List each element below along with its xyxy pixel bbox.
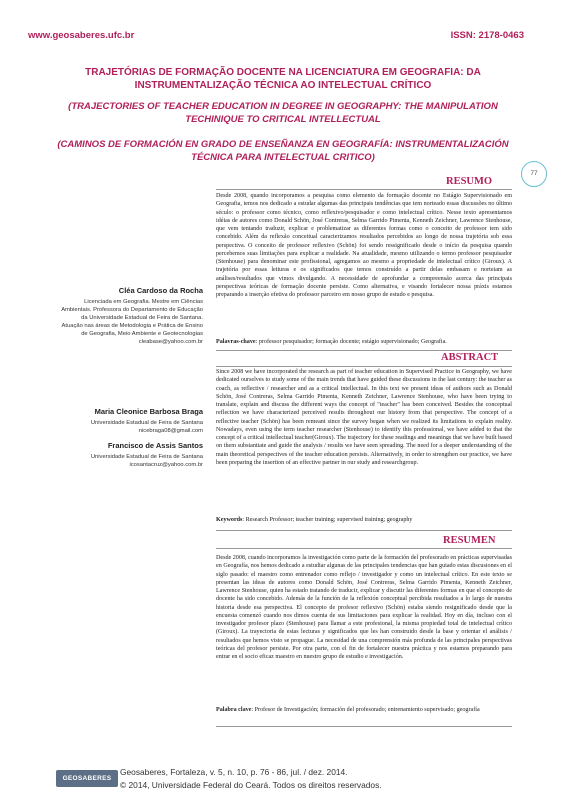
abstract-rule	[216, 366, 512, 367]
author-email-link[interactable]: cleabase@yahoo.com.br	[138, 339, 203, 345]
abstract-heading: ABSTRACT	[441, 352, 499, 363]
affiliation-line: Licenciada em Geografia. Mestre em Ciências	[84, 299, 203, 305]
abstract-keywords-label: Keywords	[216, 517, 243, 523]
title-english: (TRAJECTORIES OF TEACHER EDUCATION IN DEGREE IN GEOGRAPHY: THE MANIPULATION TECHINIQUE TO CRITICAL INTELLECTUAL	[68, 101, 498, 125]
affiliation-line: da Universidade Estadual de Feira de Santana.	[81, 315, 203, 321]
footer-citation: Geosaberes, Fortaleza, v. 5, n. 10, p. 76 - 86, jul. / dez. 2014.	[120, 767, 348, 777]
affiliation-line: Universidade Estadual de Feira de Santana	[90, 420, 203, 426]
title-spanish: (CAMINOS DE FORMACIÓN EN GRADO DE ENSEÑANZA EN GEOGRAFÍA: INSTRUMENTALIZACIÓN TÉCNICA PARA INTELECTUAL CRITICO)	[57, 139, 509, 163]
author-name: Maria Cleonice Barbosa Braga	[94, 407, 203, 416]
affiliation-line: Atuação nas áreas de Metodologia e Prática de Ensino	[61, 323, 203, 329]
resumen-top-rule	[216, 530, 512, 531]
abstract-top-rule	[216, 350, 512, 351]
resumen-heading: RESUMEN	[443, 535, 496, 546]
footer-copyright: © 2014, Universidade Federal do Ceará. Todos os direitos reservados.	[120, 780, 382, 790]
author-name: Cléa Cardoso da Rocha	[118, 286, 203, 295]
author-email-link[interactable]: icosantacruz@yahoo.com.br	[129, 462, 203, 468]
resumo-text: Desde 2008, quando incorporamos a pesquisa como elemento da formação docente no Estágio Supervisionado em Geografia, temos nos dedicado a estudar algumas das principais tendências que tem norteado essas discussões no último século: o professor como técnico, como reflexivo/pesquisador e como intelectual crítico. Nesse texto apresentamos idéias de autores como Donald Schön, José Contreras, Selma Garrido Pimenta, Kenneth Zeichner, Lawrence Stenhouse, que vem tentando traduzir, explicar e problematizar as diferentes formas como o conceito de professor tem sido concebido. Além da reflexão conceitual caracterizamos resultados percebidos ao longo de nossa trajetória sob essa perspectiva. O conceito de professor reflexivo (Schön) foi sendo ressignificado desde o início da pesquisa quando percebemos suas limitações para explicar a realidade. Na atualidade, mesmo utilizando o termo professor pesquisador (Stenhouse) para denominar este profissional, agregamos ao mesmo a propriedade de intelectual crítico (Giroux). A trajetória por essas leituras e os significados que temos construído a partir delas embasam e norteiam as análises/resultados que vimos divulgando. A necessidade de aprofundar a compreensão acerca das principais perspectivas teóricas de formação docente persiste. Como alternativa, e visando fortalecer nossa práxis estamos preparando a inserção efetiva do professor parceiro em nosso grupo de estudo e pesquisa.	[216, 193, 512, 298]
resumo-heading: RESUMO	[446, 176, 493, 187]
affiliation-line: Universidade Estadual de Feira de Santana	[90, 454, 203, 460]
author-affiliation	[8, 453, 203, 469]
resumo-keywords	[216, 338, 512, 346]
resumen-bottom-rule	[216, 726, 512, 727]
author-3	[8, 441, 203, 469]
resumen-text: Desde 2008, cuando incorporamos la investigación como parte de la formación del profesorado en prácticas supervisadas en Geografía, nos hemos dedicado a estudiar algunas de las principales tendencias que han guiado estas discusiones en el siglo pasado: el maestro como entrenador como reflejo / investigador y como un intelectual crítico. En este texto se presentan las ideas de autores como Donald Schön, José Contreras, Selma Garrido Pimenta, Kenneth Zeichner, Lawrence Stenhouse, quien ha estado tratando de traducir, explicar y discutir las diferentes formas en que el concepto de docente ha sido concebido. Además de la función de la reflexión conceptual percibida resultados a lo largo de nuestra historia desde esa perspectiva. El concepto de profesor reflexivo (Schön) estaba siendo resignificado desde que la encuesta comenzó cuando nos dimos cuenta de sus limitaciones para explicar la realidad. Hoy en día, incluso con el investigador profesor plazo (Stenhouse) para llamar a este profesional, la misma propiedad total de intelectual crítico (Giroux). La trayectoria de estas lecturas y significados que les han construido desde la base y orientar el análisis / resultados que hemos visto se propague. La necesidad de una comprensión más profunda de las principales perspectivas teóricas del profesor persiste. Por otra parte, con el fin de fortalecer nuestra práctica y nos estamos preparando para entrar en el socio eficaz maestro en nuestro grupo de estudio e investigación.	[216, 555, 512, 660]
abstract-keywords-text: : Research Professor; teacher training; supervised training; geography	[242, 517, 413, 523]
resumen-rule	[216, 548, 512, 549]
title-portuguese: TRAJETÓRIAS DE FORMAÇÃO DOCENTE NA LICENCIATURA EM GEOGRAFIA: DA INSTRUMENTALIZAÇÃO TÉCNICA AO INTELECTUAL CRÍTICO	[85, 67, 481, 91]
journal-url[interactable]: www.geosaberes.ufc.br	[28, 30, 135, 41]
resumo-keywords-label: Palavras-chave	[216, 339, 256, 345]
resumo-keywords-text: : professor pesquisador; formação docente; estágio supervisionado; Geografia.	[255, 339, 447, 345]
geosaberes-logo: GEOSABERES	[56, 770, 118, 787]
author-email-link[interactable]: nicebraga08@gmail.com	[138, 428, 203, 434]
author-1	[8, 286, 203, 346]
author-affiliation	[8, 298, 203, 346]
author-2	[8, 407, 203, 435]
resumen-keywords-label: Palabra clave	[216, 707, 252, 713]
author-name: Francisco de Assis Santos	[107, 441, 203, 450]
abstract-keywords	[216, 516, 512, 524]
affiliation-line: Ambientais. Professora do Departamento de Educação	[61, 307, 203, 313]
abstract-text: Since 2008 we have incorporated the research as part of teacher education in Supervised Practice in Geography, we have dedicated ourselves to study some of the main trends that have guided these discussions in the last century: the teacher as coach, as reflective / researcher and as a critical intellectual. In this text we present ideas of authors such as Donald Schön, José Contreras, Selma Garrido Pimenta, Kenneth Zeichner, Lawrence Stenhouse, who have been trying to translate, explain and discuss the different ways the concept of "teacher" has been conceived. Besides the conceptual reflection we have characterized perceived results throughout our history from that perspective. The concept of a reflective teacher (Schön) has been remeant since the survey began when we realized its limitations to explain reality. Nowadays, even using the term teacher researcher (Stenhouse) to identify this professional, we have added to that the concept of a critical intellectual teacher(Giroux). The trajectory for these readings and meanings that we have built based on them substantiate and guide the analysis / results we have seen spreading. The need for a deeper understanding of the main theoretical perspectives of the teacher education persists. Alternatively, in order to strengthen our practice, we have been preparing the insertion of an effective partner in our study and researchgroup.	[216, 369, 512, 466]
affiliation-line: de Geografia, Meio Ambiente e Geotecnologias	[81, 331, 203, 337]
resumen-keywords-text: : Profesor de Investigación; formación del profesorado; entrenamiento supervisado; geografía	[251, 707, 480, 713]
issn-label: ISSN: 2178-0463	[450, 30, 524, 41]
page-number-badge: 77	[521, 161, 547, 187]
resumen-keywords	[216, 706, 512, 714]
resumo-rule	[216, 189, 512, 190]
author-affiliation	[8, 419, 203, 435]
